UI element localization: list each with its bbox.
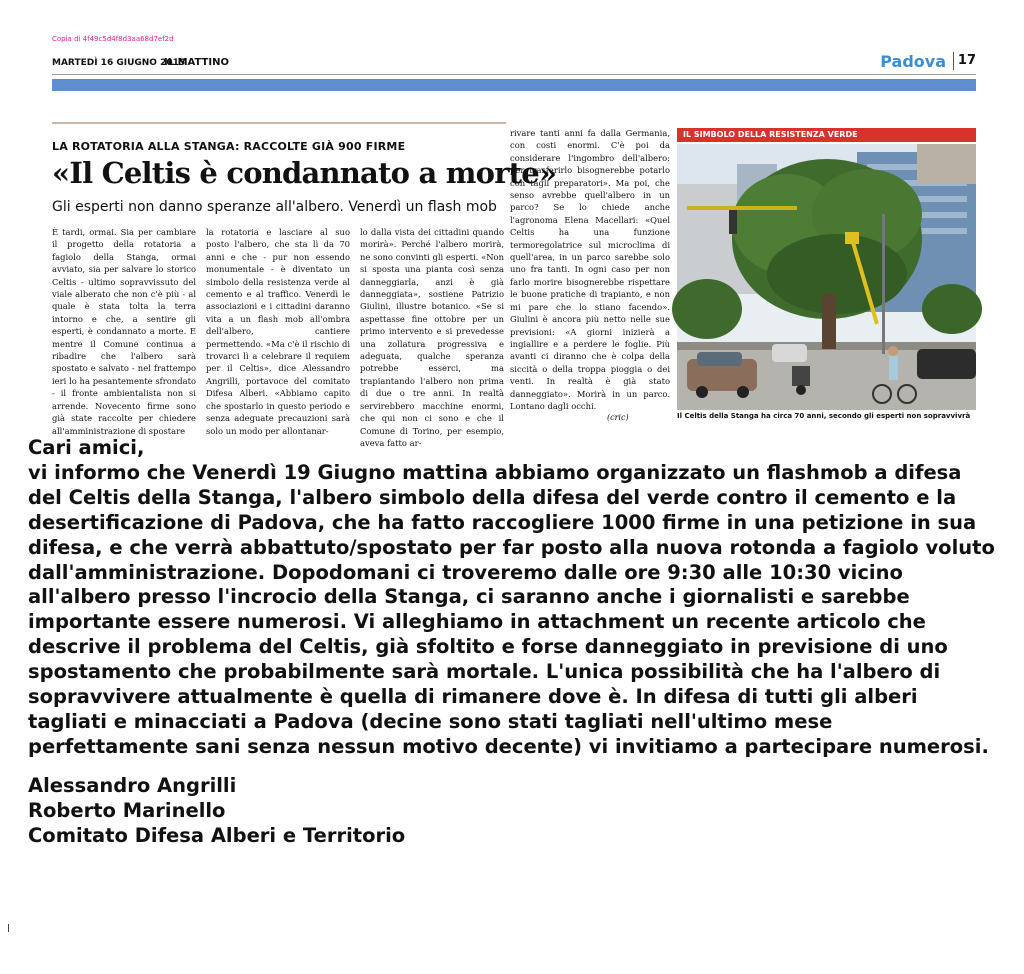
letter-greeting: Cari amici, [28, 436, 145, 459]
article-column-3: lo dalla vista dei cittadini quando morirà». Perché l'albero morirà, ne sono convinti gli esperti. «Non si sposta una pianta così senza danneggiarla, anzi è già danneggiata», sostiene Patrizio Giulini, illustre botanico. «Se si aspettasse fine ottobre per un primo intervento e si prevedesse una zollatura progressiva e adeguata, qualche speranza potrebbe esserci, ma trapiantando l'albero non prima di due o tre anni. In realtà servirebbero macchine enormi, che qui non ci sono e che il Comune di Torino, per esempio, aveva fatto ar- [360, 227, 504, 448]
letter-body: vi informo che Venerdì 19 Giugno mattina abbiamo organizzato un flashmob a difesa del Celtis della Stanga, l'albero simbolo della difesa del verde contro il cemento e la desertificazione di Padova, che ha fatto raccogliere 1000 firme in una petizione in sua difesa, e che verrà abbattuto/spostato per far posto alla nuova rotonda a fagiolo voluto dall'amministrazione. Dopodomani ci troveremo dalle ore 9:30 alle 10:30 vicino all'albero presso l'incrocio della Stanga, ci saranno anche i giornalisti e sarebbe importante essere numerosi. Vi alleghiamo in attachment un recente articolo che descrive il problema del Celtis, già sfoltito e forse danneggiato in previsione di uno spostamento che probabilmente sarà mortale. L'unica possibilità che ha l'albero di sopravvivere attualmente è quella di rimanere dove è. In difesa di tutti gli alberi tagliati e minacciati a Padova (decine sono stati tagliati nell'ultimo mese perfettamente sani senza nessun motivo decente) vi invitiamo a partecipare numerosi. [28, 460, 995, 758]
newspaper-name: IL MATTINO [164, 57, 229, 68]
signature-line: Comitato Difesa Alberi e Territorio [28, 823, 406, 847]
tree-photo [677, 144, 976, 410]
article-kicker: LA ROTATORIA ALLA STANGA: RACCOLTE GIÀ 900 FIRME [52, 140, 406, 153]
section-name: Padova [880, 52, 946, 71]
copy-watermark: Copia di 4f49c5d4f8d3aa68d7ef2d [52, 35, 174, 43]
article-author: (cric) [607, 413, 629, 422]
newspaper-masthead [52, 52, 976, 75]
photo-caption: Il Celtis della Stanga ha circa 70 anni, secondo gli esperti non sopravvivrà [677, 412, 971, 420]
section-color-band [52, 79, 976, 91]
article-subhead: Gli esperti non danno speranze all'albero. Venerdì un flash mob [52, 199, 497, 215]
article-column-1: È tardi, ormai. Sia per cambiare il progetto della rotatoria a fagiolo della Stanga, ormai avviato, sia per salvare lo storico Celtis - ultimo sopravvissuto del viale alberato che non c'è più - al quale è stata tolta la terra intorno e che, a sentire gli esperti, è condannato a morte. E mentre il Comune continua a ribadire che l'albero sarà spostato e salvato - nel frattempo ieri lo ha pesantemente sfrondato - il fronte ambientalista non si arrende. Novecento firme sono già state raccolte per chiedere all'amministrazione di spostare [52, 227, 196, 436]
article-columns [52, 226, 506, 448]
article-column-2: la rotatoria e lasciare al suo posto l'albero, che sta lì da 70 anni e che - pur non essendo monumentale - è diventato un simbolo della resistenza verde al cemento e al traffico. Venerdì le associazioni e i cittadini daranno vita a un flash mob all'ombra dell'albero, cantiere permettendo. «Ma c'è il rischio di trovarci lì a celebrare il requiem per il Celtis», dice Alessandro Angrilli, portavoce del comitato Difesa Alberi. «Abbiamo capito che spostarlo in questo periodo e senza adeguate precauzioni sarà solo un modo per allontanar- [206, 227, 350, 436]
letter-signature [28, 774, 996, 849]
news-article [52, 130, 557, 448]
signature-line: Alessandro Angrilli [28, 773, 237, 797]
signature-line: Roberto Marinello [28, 798, 226, 822]
section-divider [953, 52, 954, 70]
issue-date: MARTEDÌ 16 GIUGNO 2015 [52, 58, 186, 68]
photo-header: IL SIMBOLO DELLA RESISTENZA VERDE [677, 128, 976, 142]
article-column-4: rivare tanti anni fa dalla Germania, con costi enormi. C'è poi da considerare l'ingombro dell'albero: per trasferirlo bisognerebbe potarlo con tagli preparatori». Ma poi, che senso avrebbe quell'albero in un parco? Se lo chiede anche l'agronoma Elena Macellari: «Quel Celtis ha una funzione termoregolatrice sul microclima di quell'area, in un parco sarebbe solo uno fra tanti. In ogni caso per non farlo morire bisognerebbe rispettare le buone pratiche di trapianto, e non mi pare che lo stiano facendo». Giulini è ancora più netto nelle sue previsioni: «A giorni inizierà a ingiallire e a perdere le foglie. Più avanti ci diranno che è colpa della siccità o della troppa pioggia o dei venti. In realtà è già stato danneggiato». Morirà in un parco. Lontano dagli occhi. [510, 128, 670, 411]
page-number: 17 [957, 53, 976, 68]
article-headline: «Il Celtis è condannato a morte» [52, 156, 557, 190]
margin-mark [8, 924, 9, 932]
photo-block [677, 128, 976, 425]
article-top-rule [52, 122, 506, 124]
email-letter [28, 436, 996, 849]
